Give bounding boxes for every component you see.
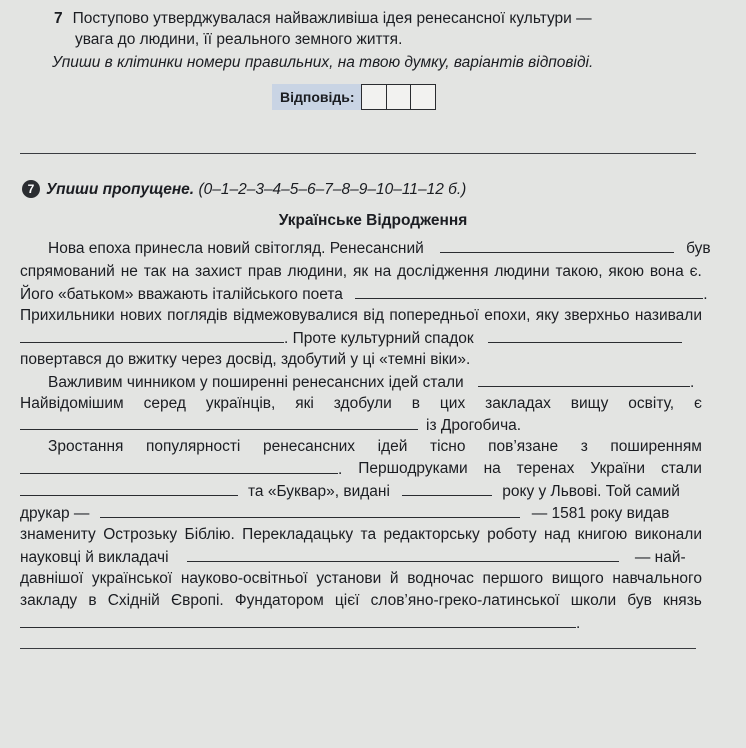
word: попередньої [389, 307, 479, 324]
answer-cell-3[interactable] [410, 84, 436, 110]
line-text: року у Львові. Той самий [502, 483, 680, 500]
text-line-6: повертався до вжитку через досвід, здобутий у ці «темні віки». [20, 351, 471, 368]
text-line-17 [20, 591, 702, 611]
line-text: друкар — [20, 505, 90, 522]
word: на [483, 460, 501, 477]
word: Біблію. [184, 526, 235, 543]
question-7-instruction: Упиши в клітинки номери правильних, на твою думку, варіантів відповіді. [52, 54, 594, 71]
text-line-14 [20, 525, 702, 545]
word: є. [689, 263, 702, 280]
line-text: — най- [634, 549, 686, 566]
word: Європі. [170, 592, 224, 609]
word: книгою [577, 526, 628, 543]
word: які [295, 395, 314, 412]
question-7-line-2: увага до людини, її реального земного життя. [75, 31, 403, 48]
line-text: із Дрогобича. [426, 417, 522, 434]
word: роботу [487, 526, 537, 543]
text-line-11 [20, 459, 702, 480]
text-line-1 [48, 238, 711, 259]
answer-cell-2[interactable] [386, 84, 412, 110]
blank-8[interactable] [20, 481, 238, 496]
word: давнішої [20, 570, 84, 587]
text-line-4 [20, 306, 702, 326]
text-line-12 [20, 481, 680, 502]
word: поширенням [610, 438, 702, 455]
text-line-15 [20, 547, 686, 568]
word: Острозьку [103, 526, 178, 543]
word: серед [143, 395, 186, 412]
word: популярності [146, 438, 241, 455]
word: водночас [407, 570, 474, 587]
blank-12[interactable] [20, 613, 576, 628]
word: зверхньо [564, 307, 630, 324]
word: теренах [516, 460, 575, 477]
word: першого [482, 570, 544, 587]
word: та [360, 526, 377, 543]
word: навчального [612, 570, 702, 587]
text-title: Українське Відродження [278, 212, 468, 229]
answer-box [272, 84, 436, 110]
line-text: . [576, 615, 581, 632]
blank-2[interactable] [355, 284, 703, 299]
blank-6[interactable] [20, 415, 418, 430]
line-text: — 1581 року видав [531, 505, 670, 522]
task-badge: 7 [22, 180, 40, 198]
word: прав [247, 263, 282, 280]
task-title: Упиши пропущене. [46, 181, 195, 198]
word: на [171, 263, 190, 280]
word: яку [535, 307, 559, 324]
word: науково-освітньої [180, 570, 308, 587]
question-number: 7 [54, 10, 63, 27]
word: на [374, 263, 392, 280]
word: з [580, 438, 588, 455]
blank-1[interactable] [440, 238, 674, 253]
word: в [411, 395, 420, 412]
line-text: . [689, 374, 695, 391]
word: пов’язане [488, 438, 559, 455]
word: вищу [570, 395, 609, 412]
text-line-3 [20, 284, 708, 305]
word: слов’яно-греко-латинської [370, 592, 560, 609]
word: не [120, 263, 138, 280]
text-line-8 [20, 394, 702, 414]
word: спрямований [20, 263, 115, 280]
text-line-16 [20, 569, 702, 589]
word: школи [570, 592, 617, 609]
word: ренесансних [262, 438, 356, 455]
blank-9[interactable] [402, 481, 492, 496]
word: захист [194, 263, 242, 280]
line-text: Важливим чинником у поширенні ренесансних ідей стали [48, 374, 464, 391]
section-divider [20, 153, 696, 154]
word: над [544, 526, 571, 543]
blank-5[interactable] [478, 372, 690, 387]
blank-7[interactable] [20, 459, 338, 474]
line-text: Нова епоха принесла новий світогляд. Ренесансний [48, 240, 424, 257]
word: князь [662, 592, 702, 609]
question-7-line-1 [54, 9, 592, 29]
word: відмежовувалися [232, 307, 358, 324]
blank-11[interactable] [187, 547, 619, 562]
blank-4[interactable] [488, 328, 682, 343]
word: від [363, 307, 385, 324]
word: був [627, 592, 652, 609]
word: людини [494, 263, 550, 280]
word: Східній [107, 592, 160, 609]
word: знамениту [20, 526, 96, 543]
word: тісно [430, 438, 466, 455]
word: в [88, 592, 97, 609]
word: людини, [287, 263, 348, 280]
word: називали [634, 307, 702, 324]
answer-label: Відповідь: [272, 84, 363, 110]
word: України [590, 460, 646, 477]
word: є [694, 395, 702, 412]
line-text: науковці й викладачі [20, 549, 169, 566]
blank-3[interactable] [20, 328, 284, 343]
line-text: . [703, 286, 708, 303]
line-text: та «Буквар», видані [248, 483, 390, 500]
question-text: Поступово утверджувалася найважливіша ідея ренесансної культури — [72, 10, 592, 27]
word: редакторську [383, 526, 480, 543]
task-score: (0–1–2–3–4–5–6–7–8–9–10–11–12 б.) [198, 181, 467, 198]
text-line-9 [20, 415, 521, 436]
word: установи [316, 570, 382, 587]
word: так [143, 263, 167, 280]
word: поглядів [167, 307, 228, 324]
word: цих [439, 395, 466, 412]
word: здобули [333, 395, 392, 412]
word: як [352, 263, 369, 280]
text-line-10 [48, 437, 702, 457]
word: освіту, [628, 395, 675, 412]
word: стали [660, 460, 702, 477]
word: цієї [334, 592, 360, 609]
text-line-7 [48, 372, 694, 393]
word: Прихильники [20, 307, 115, 324]
task-header [22, 180, 466, 200]
word: якою [608, 263, 645, 280]
word: ідей [377, 438, 408, 455]
text-line-5 [20, 328, 682, 349]
word: вона [649, 263, 684, 280]
word: такою, [555, 263, 603, 280]
word: закладах [485, 395, 551, 412]
word: епохи, [484, 307, 531, 324]
word: й [389, 570, 399, 587]
word: нових [119, 307, 162, 324]
line-start [20, 459, 342, 480]
text-line-18 [20, 613, 580, 634]
word: закладу [20, 592, 78, 609]
word: вищого [551, 570, 604, 587]
word: Перекладацьку [242, 526, 354, 543]
line-text: . [338, 461, 343, 478]
word: дослідження [397, 263, 489, 280]
answer-cell-1[interactable] [361, 84, 387, 110]
word: Зростання [48, 438, 124, 455]
word: Першодруками [358, 460, 468, 477]
word: української [91, 570, 173, 587]
word: Фундатором [234, 592, 324, 609]
text-line-2 [20, 262, 702, 282]
word: українців, [205, 395, 276, 412]
text-line-13 [20, 503, 669, 524]
line-text: Його «батьком» вважають італійського поета [20, 286, 343, 303]
blank-10[interactable] [100, 503, 520, 518]
word: Найвідомішим [20, 395, 124, 412]
line-text: був [686, 240, 711, 257]
answer-line[interactable] [20, 648, 696, 649]
line-text: . Проте культурний спадок [284, 330, 474, 347]
word: виконали [634, 526, 702, 543]
